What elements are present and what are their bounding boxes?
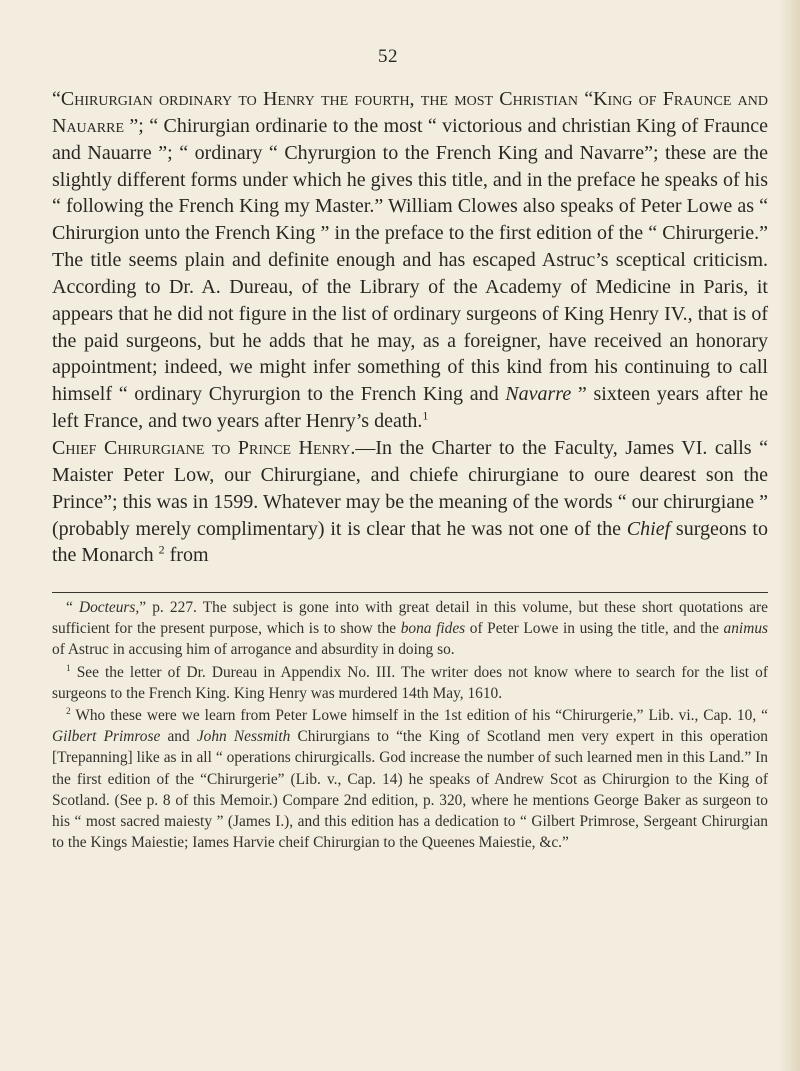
text-sc: Chirurgian ordinary to Henry the fourth, the most Christian (60, 88, 578, 110)
text-sup: 2 (158, 542, 165, 557)
text-sup: 2 (66, 705, 71, 716)
text-run: “ (52, 88, 61, 110)
text-run: ”; “ Chirurgian ordinarie to the most “ victorious and christian King of Fraunce and Nauarre ”; “ ordinary “ Chyrurgion to the French King and Navarre”; these are the slightly different forms under which he gives this title, and in the preface he speaks of his “ following the French King my Master.” William Clowes also speaks of Peter Lowe as “ Chirurgion unto the French King ” in the preface to the first edition of the “ Chirurgerie.” The title seems plain and definite enough and has escaped Astruc’s sceptical criticism. According to Dr. A. Dureau, of the Library of the Academy of Medicine in Paris, it appears that he did not figure in the list of ordinary surgeons of King Henry IV., that is of the paid surgeons, but he adds that he may, as a foreigner, have received an honorary appointment; indeed, we might infer something of this kind from his continuing to call himself “ ordinary Chyrurgion to the French King and (52, 114, 768, 406)
body-paragraph-1 (52, 86, 768, 435)
text-sup: 1 (66, 662, 71, 673)
footnote-2 (52, 705, 768, 853)
text-it: Gilbert Primrose (52, 728, 161, 746)
text-it: animus (723, 620, 768, 638)
main-text (52, 86, 768, 569)
footnotes (52, 597, 768, 854)
text-run: ” sixteen years after he left France, and two years after Henry’s death. (52, 383, 768, 433)
text-sc: Chief Chirurgiane to Prince Henry. (52, 436, 356, 459)
text-run: ” p. 227. The subject is gone into with great detail in this volume, but these short quotations are sufficient for the present purpose, which is to show the (52, 599, 768, 638)
text-run: Chirurgians to “the King of Scotland men very expert in this operation [Trepanning] like as in all “ operations chirurgicalls. God increase the number of such learned men in this Land.” In the first edition of the “Chirurgerie” (Lib. v., Cap. 14) he speaks of Andrew Scot as Chirurgion to the King of Scotland. (See p. 8 of this Memoir.) Compare 2nd edition, p. 320, where he mentions George Baker as surgeon to his “ most sacred maiesty ” (James I.), and this edition has a dedication to “ Gilbert Primrose, Sergeant Chirurgian to the Kings Maiestie; Iames Harvie cheif Chirurgian to the Queenes Maiestie, &c.” (52, 728, 769, 852)
page-edge-shadow (778, 0, 800, 1071)
footnote-intro (52, 597, 768, 661)
text-run: of Astruc in accusing him of arrogance and absurdity in doing so. (52, 641, 455, 659)
body-paragraph-2 (52, 435, 768, 569)
text-run: surgeons to the Monarch (52, 517, 768, 567)
text-sc: King of Fraunce and Nauarre (52, 88, 768, 137)
text-run: and (160, 728, 197, 746)
text-it: John Nessmith (196, 728, 291, 746)
text-run: —In the Charter to the Faculty, James VI. calls “ Maister Peter Low, our Chirurgiane, and chiefe chirurgiane to oure dearest son the Prince”; this was in 1599. Whatever may be the meaning of the words “ our chirurgiane ” (probably merely complimentary) it is clear that he was not one of the (52, 436, 768, 540)
footnote-divider (52, 592, 768, 593)
text-run: See the letter of Dr. Dureau in Appendix No. III. The writer does not know where to search for the list of surgeons to the French King. King Henry was murdered 14th May, 1610. (52, 663, 768, 702)
text-it: Chief (626, 517, 671, 540)
text-it: Navarre (505, 383, 572, 406)
text-run: Who these were we learn from Peter Lowe himself in the 1st edition of his “Chirurgerie,” Lib. vi., Cap. 10, “ (70, 707, 768, 725)
text-run: of Peter Lowe in using the title, and the (465, 620, 724, 638)
page-number: 52 (378, 46, 398, 67)
text-run: from (164, 544, 209, 567)
text-sup: 1 (422, 408, 429, 423)
text-run: “ (577, 88, 594, 110)
text-it: Docteurs, (78, 599, 140, 616)
footnote-1 (52, 662, 768, 704)
text-run: “ (66, 599, 79, 616)
text-it: bona fides (400, 620, 466, 638)
